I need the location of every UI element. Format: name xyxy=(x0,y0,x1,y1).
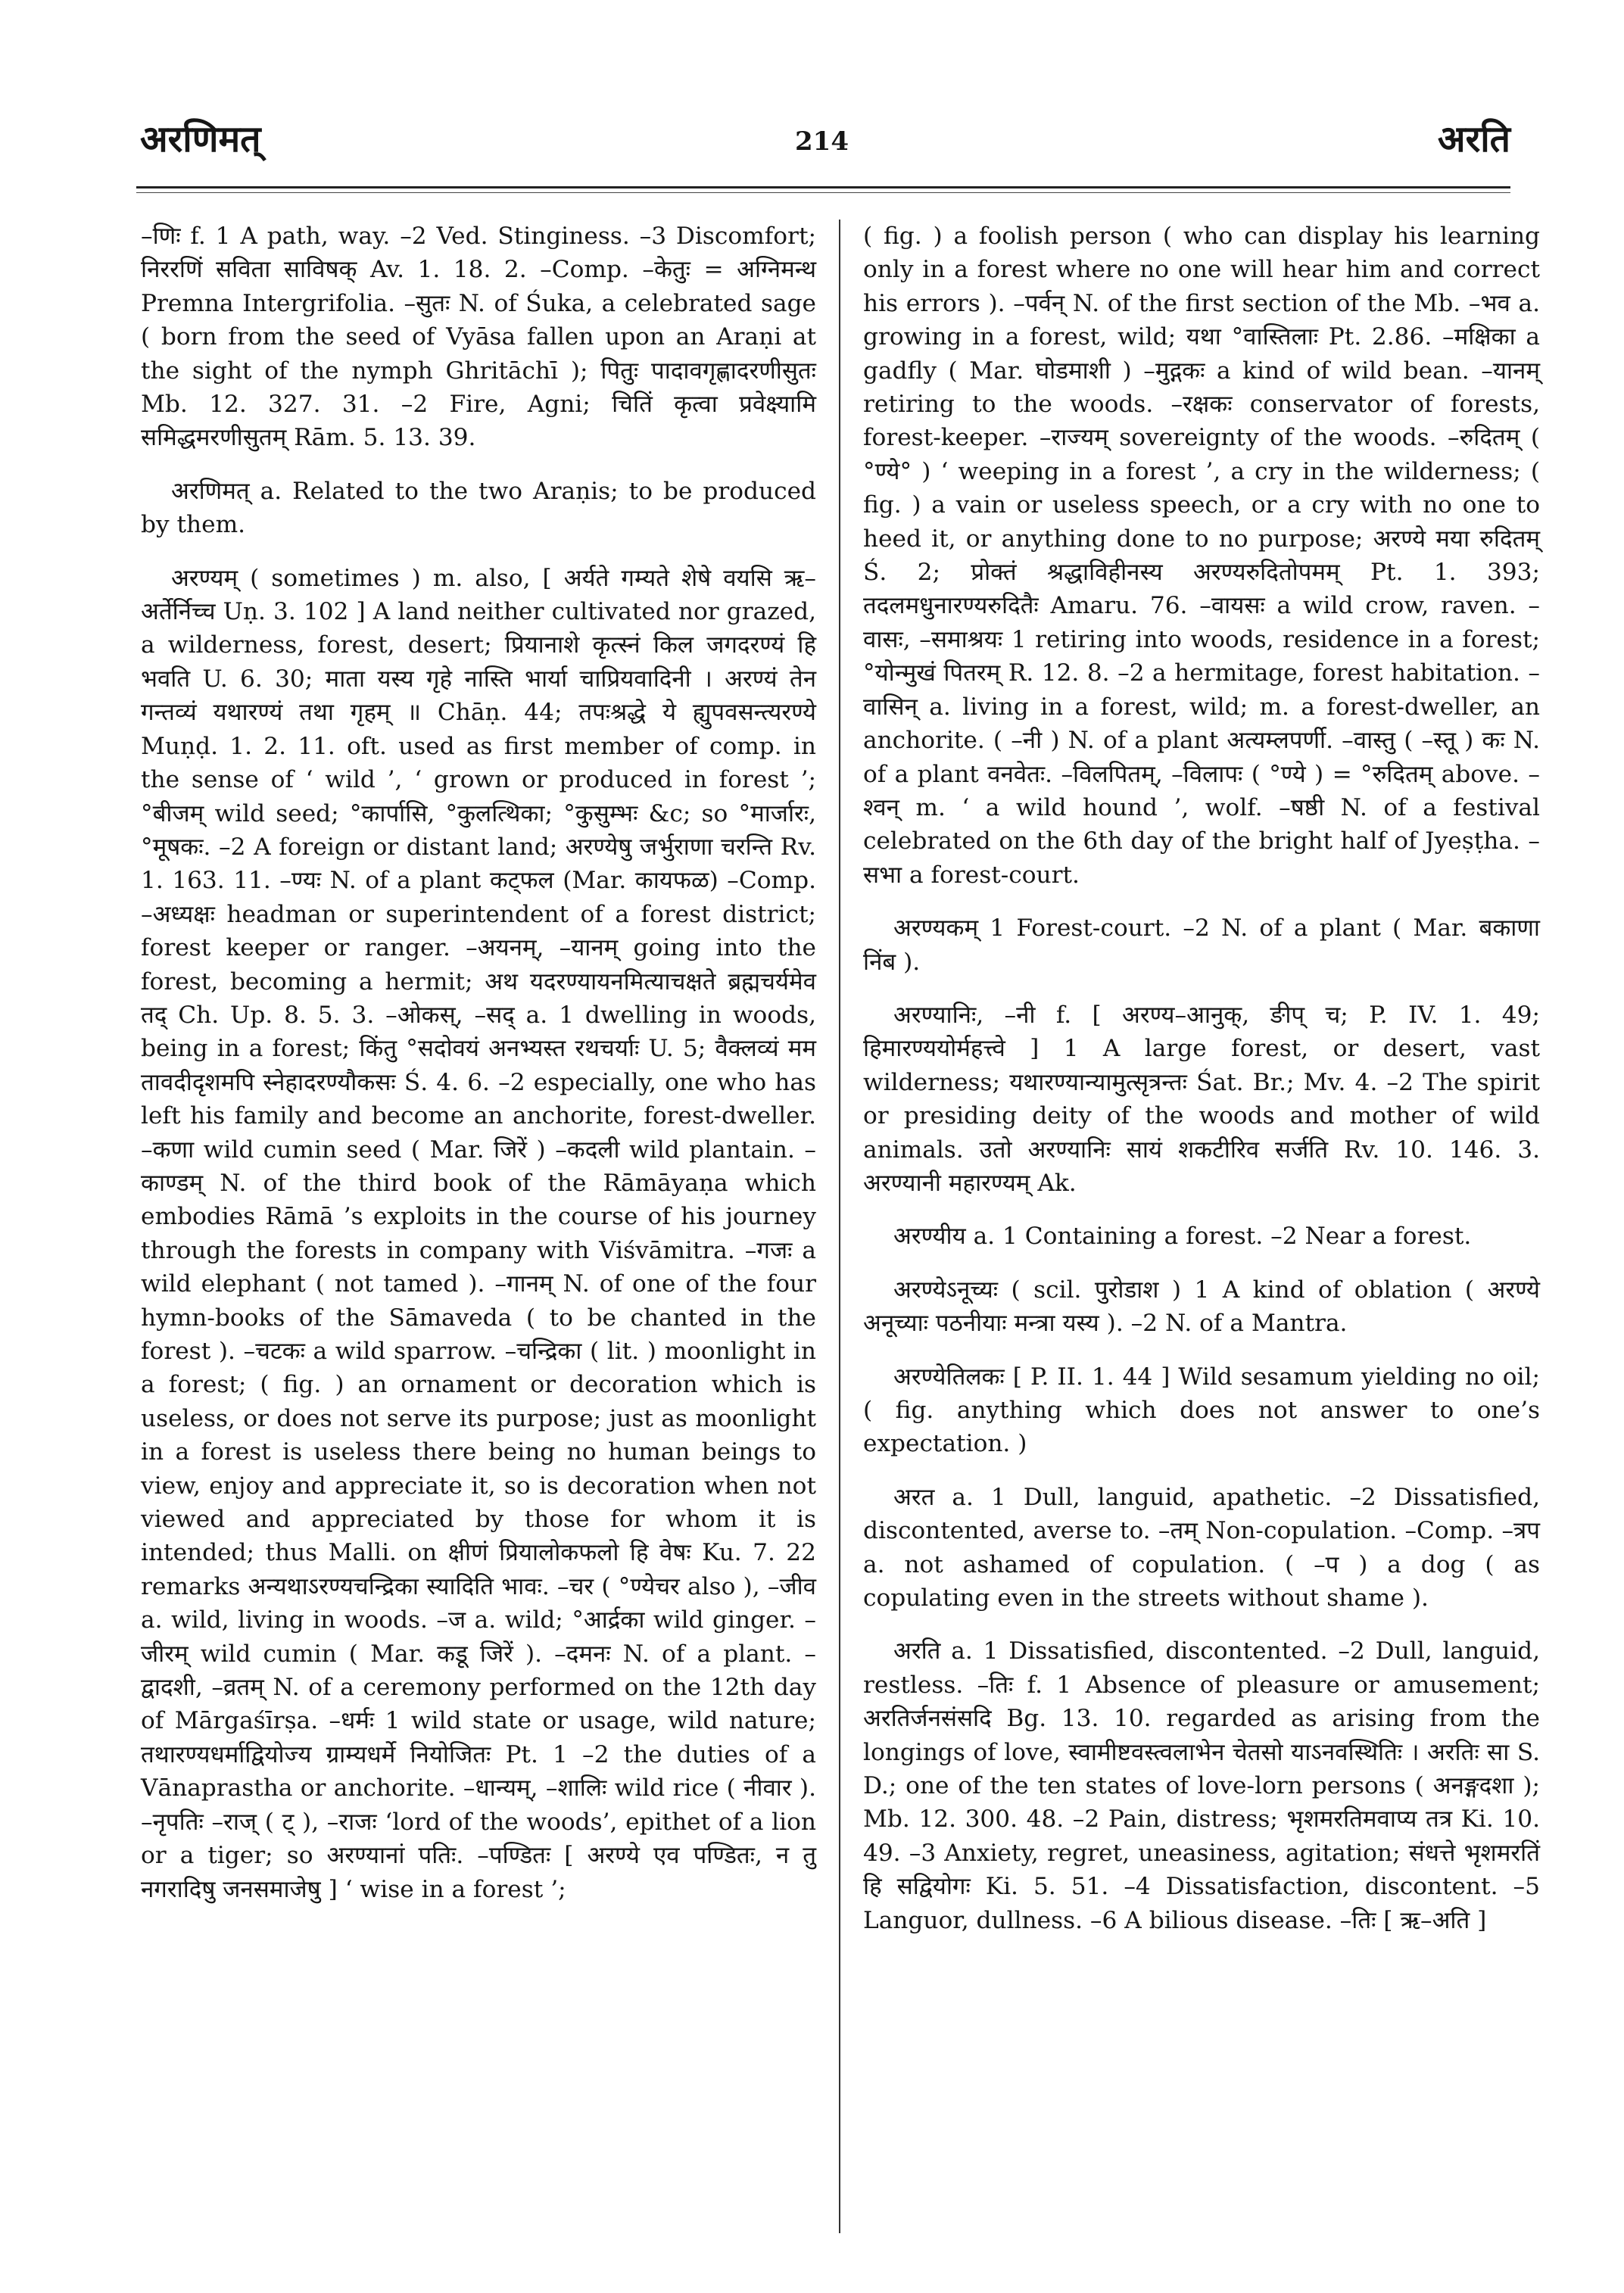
entry-aranye-nucyah: अरण्येऽनूच्यः ( scil. पुरोडाश ) 1 A kind of oblation ( अरण्ये अनूच्याः पठनीयाः मन्त्रा यस्य ). –2 N. of a Mantra. xyxy=(863,1276,1540,1338)
right-column xyxy=(863,220,1540,1957)
page-number: 214 xyxy=(795,126,849,157)
column-divider xyxy=(839,220,840,2233)
left-column xyxy=(141,220,816,1926)
header-rule-thin xyxy=(136,192,1510,193)
header-rule xyxy=(136,186,1510,188)
entry-arati: अरति a. 1 Dissatisfied, discontented. –2 Dull, languid, restless. –तिः f. 1 Absence of pleasure or amusement; अरतिर्जनसंसदि Bg. 13. 10. regarded as arising from the longings of love, स्वामीष्टवस्त्वलाभेन चेतसो याऽनवस्थितिः । अरतिः सा S. D.; one of the ten states of love-lorn persons ( अनङ्गदशा ); Mb. 12. 300. 48. –2 Pain, distress; भृशमरतिमवाप्य तत्र Ki. 10. 49. –3 Anxiety, regret, uneasiness, agitation; संधत्ते भृशमरतिं हि सद्वियोगः Ki. 5. 51. –4 Dissatisfaction, discontent. –5 Languor, dullness. –6 A bilious disease. –तिः [ ऋ–अति ] xyxy=(863,1637,1540,1934)
entry-aranyam: अरण्यम् ( sometimes ) m. also, [ अर्यते गम्यते शेषे वयसि ऋ–अर्तेर्निच्च Uṇ. 3. 102 ] A land neither cultivated nor grazed, a wilderness, forest, desert; प्रियानाशे कृत्स्नं किल जगदरण्यं हि भवति U. 6. 30; माता यस्य गृहे नास्ति भार्या चाप्रियवादिनी । अरण्यं तेन गन्तव्यं यथारण्यं तथा गृहम् ॥ Chāṇ. 44; तपःश्रद्धे ये ह्युपवसन्त्यरण्ये Muṇḍ. 1. 2. 11. oft. used as first member of comp. in the sense of ‘ wild ’, ‘ grown or produced in forest ’; °बीजम् wild seed; °कार्पासि, °कुलत्थिका; °कुसुम्भः &c; so °मार्जारः, °मूषकः. –2 A foreign or distant land; अरण्येषु जर्भुराणा चरन्ति Rv. 1. 163. 11. –ण्यः N. of a plant कट्फल (Mar. कायफळ) –Comp. –अध्यक्षः headman or superintendent of a forest district; forest keeper or ranger. –अयनम्, –यानम् going into the forest, becoming a hermit; अथ यदरण्यायनमित्याचक्षते ब्रह्मचर्यमेव तद् Ch. Up. 8. 5. 3. –ओकस्, –सद् a. 1 dwelling in woods, being in a forest; किंतु °सदोवयं अनभ्यस्त रथचर्याः U. 5; वैक्लव्यं मम तावदीदृशमपि स्नेहादरण्यौकसः Ś. 4. 6. –2 especially, one who has left his family and become an anchorite, forest-dweller. –कणा wild cumin seed ( Mar. जिरें ) –कदली wild plantain. –काण्डम् N. of the third book of the Rāmāyaṇa which embodies Rāmā ’s exploits in the course of his journey through the forests in company with Viśvāmitra. –गजः a wild elephant ( not tamed ). –गानम् N. of one of the four hymn-books of the Sāmaveda ( to be chanted in the forest ). –चटकः a wild sparrow. –चन्द्रिका ( lit. ) moonlight in a forest; ( fig. ) an ornament or decoration which is useless, or does not serve its purpose; just as moonlight in a forest is useless there being no human beings to view, enjoy and appreciate it, so is decoration when not viewed and appreciated by those for whom it is intended; thus Malli. on क्षीणं प्रियालोकफलो हि वेषः Ku. 7. 22 remarks अन्यथाऽरण्यचन्द्रिका स्यादिति भावः. –चर ( °ण्येचर also ), –जीव a. wild, living in woods. –ज a. wild; °आर्द्रका wild ginger. –जीरम् wild cumin ( Mar. कडू जिरें ). –दमनः N. of a plant. –द्वादशी, –व्रतम् N. of a ceremony performed on the 12th day of Mārgaśīrṣa. –धर्मः 1 wild state or usage, wild nature; तथारण्यधर्माद्वियोज्य ग्राम्यधर्मे नियोजितः Pt. 1 –2 the duties of a Vānaprastha or anchorite. –धान्यम्, –शालिः wild rice ( नीवार ). –नृपतिः –राज् ( ट् ), –राजः ‘lord of the woods’, epithet of a lion or a tiger; so अरण्यानां पतिः. –पण्डितः [ अरण्ये एव पण्डितः, न तु नगरादिषु जनसमाजेषु ] ‘ wise in a forest ’; xyxy=(141,564,816,1903)
headword-left: अरणिमत् xyxy=(140,118,261,160)
entry-aranyetilakah: अरण्येतिलकः [ P. II. 1. 44 ] Wild sesamum yielding no oil; ( fig. anything which does not answer to one’s expectation. ) xyxy=(863,1363,1540,1458)
entry-aranimat: अरणिमत् a. Related to the two Araṇis; to be produced by them. xyxy=(141,477,816,539)
entry-arata: अरत a. 1 Dull, languid, apathetic. –2 Dissatisfied, discontented, averse to. –तम् Non-copulation. –Comp. –त्रप a. not ashamed of copulation. ( –प ) a dog ( as copulating even in the streets without shame ). xyxy=(863,1483,1540,1612)
entry-continuation-right: ( fig. ) a foolish person ( who can display his learning only in a forest where no one will hear him and correct his errors ). –पर्वन् N. of the first section of the Mb. –भव a. growing in a forest, wild; यथा °वास्तिलाः Pt. 2.86. –मक्षिका a gadfly ( Mar. घोडमाशी ) –मुद्गकः a kind of wild bean. –यानम् retiring to the woods. –रक्षकः conservator of forests, forest-keeper. –राज्यम् sovereignty of the woods. –रुदितम् ( °ण्ये° ) ‘ weeping in a forest ’, a cry in the wilderness; ( fig. ) a vain or useless speech, or a cry with no one to heed it, or anything done to no purpose; अरण्ये मया रुदितम् Ś. 2; प्रोक्तं श्रद्धाविहीनस्य अरण्यरुदितोपमम् Pt. 1. 393; तदलमधुनारण्यरुदितैः Amaru. 76. –वायसः a wild crow, raven. –वासः, –समाश्रयः 1 retiring into woods, residence in a forest; °योन्मुखं पितरम् R. 12. 8. –2 a hermitage, forest habitation. –वासिन् a. living in a forest, wild; m. a forest-dweller, an anchorite. ( –नी ) N. of a plant अत्यम्लपर्णी. –वास्तु ( –स्तू ) कः N. of a plant वनवेतः. –विलपितम्, –विलापः ( °ण्ये ) = °रुदितम् above. –श्वन् m. ‘ a wild hound ’, wolf. –षष्ठी N. of a festival celebrated on the 6th day of the bright half of Jyeṣṭha. –सभा a forest-court. xyxy=(863,223,1540,889)
entry-aranyanih: अरण्यानिः, –नी f. [ अरण्य–आनुक्, ङीप् च; P. IV. 1. 49; हिमारण्ययोर्महत्त्वे ] 1 A large forest, or desert, vast wilderness; यथारण्यान्यामुत्सृत्रन्तः Śat. Br.; Mv. 4. –2 The spirit or presiding deity of the woods and mother of wild animals. उतो अरण्यानिः सायं शकटीरिव सर्जति Rv. 10. 146. 3. अरण्यानी महारण्यम् Ak. xyxy=(863,1001,1540,1197)
entry-continuation: –णिः f. 1 A path, way. –2 Ved. Stinginess. –3 Discomfort; निररणिं सविता साविषक् Av. 1. 18. 2. –Comp. –केतुः = अग्निमन्थ Premna Intergrifolia. –सुतः N. of Śuka, a celebrated sage ( born from the seed of Vyāsa fallen upon an Araṇi at the sight of the nymph Ghritāchī ); पितुः पादावगृह्णादरणीसुतः Mb. 12. 327. 31. –2 Fire, Agni; चितिं कृत्वा प्रवेक्ष्यामि समिद्धमरणीसुतम् Rām. 5. 13. 39. xyxy=(141,223,816,452)
headword-right: अरति xyxy=(1437,118,1510,160)
entry-aranyiya: अरण्यीय a. 1 Containing a forest. –2 Near a forest. xyxy=(893,1223,1472,1251)
entry-aranyakam: अरण्यकम् 1 Forest-court. –2 N. of a plant ( Mar. बकाणा निंब ). xyxy=(863,914,1540,976)
